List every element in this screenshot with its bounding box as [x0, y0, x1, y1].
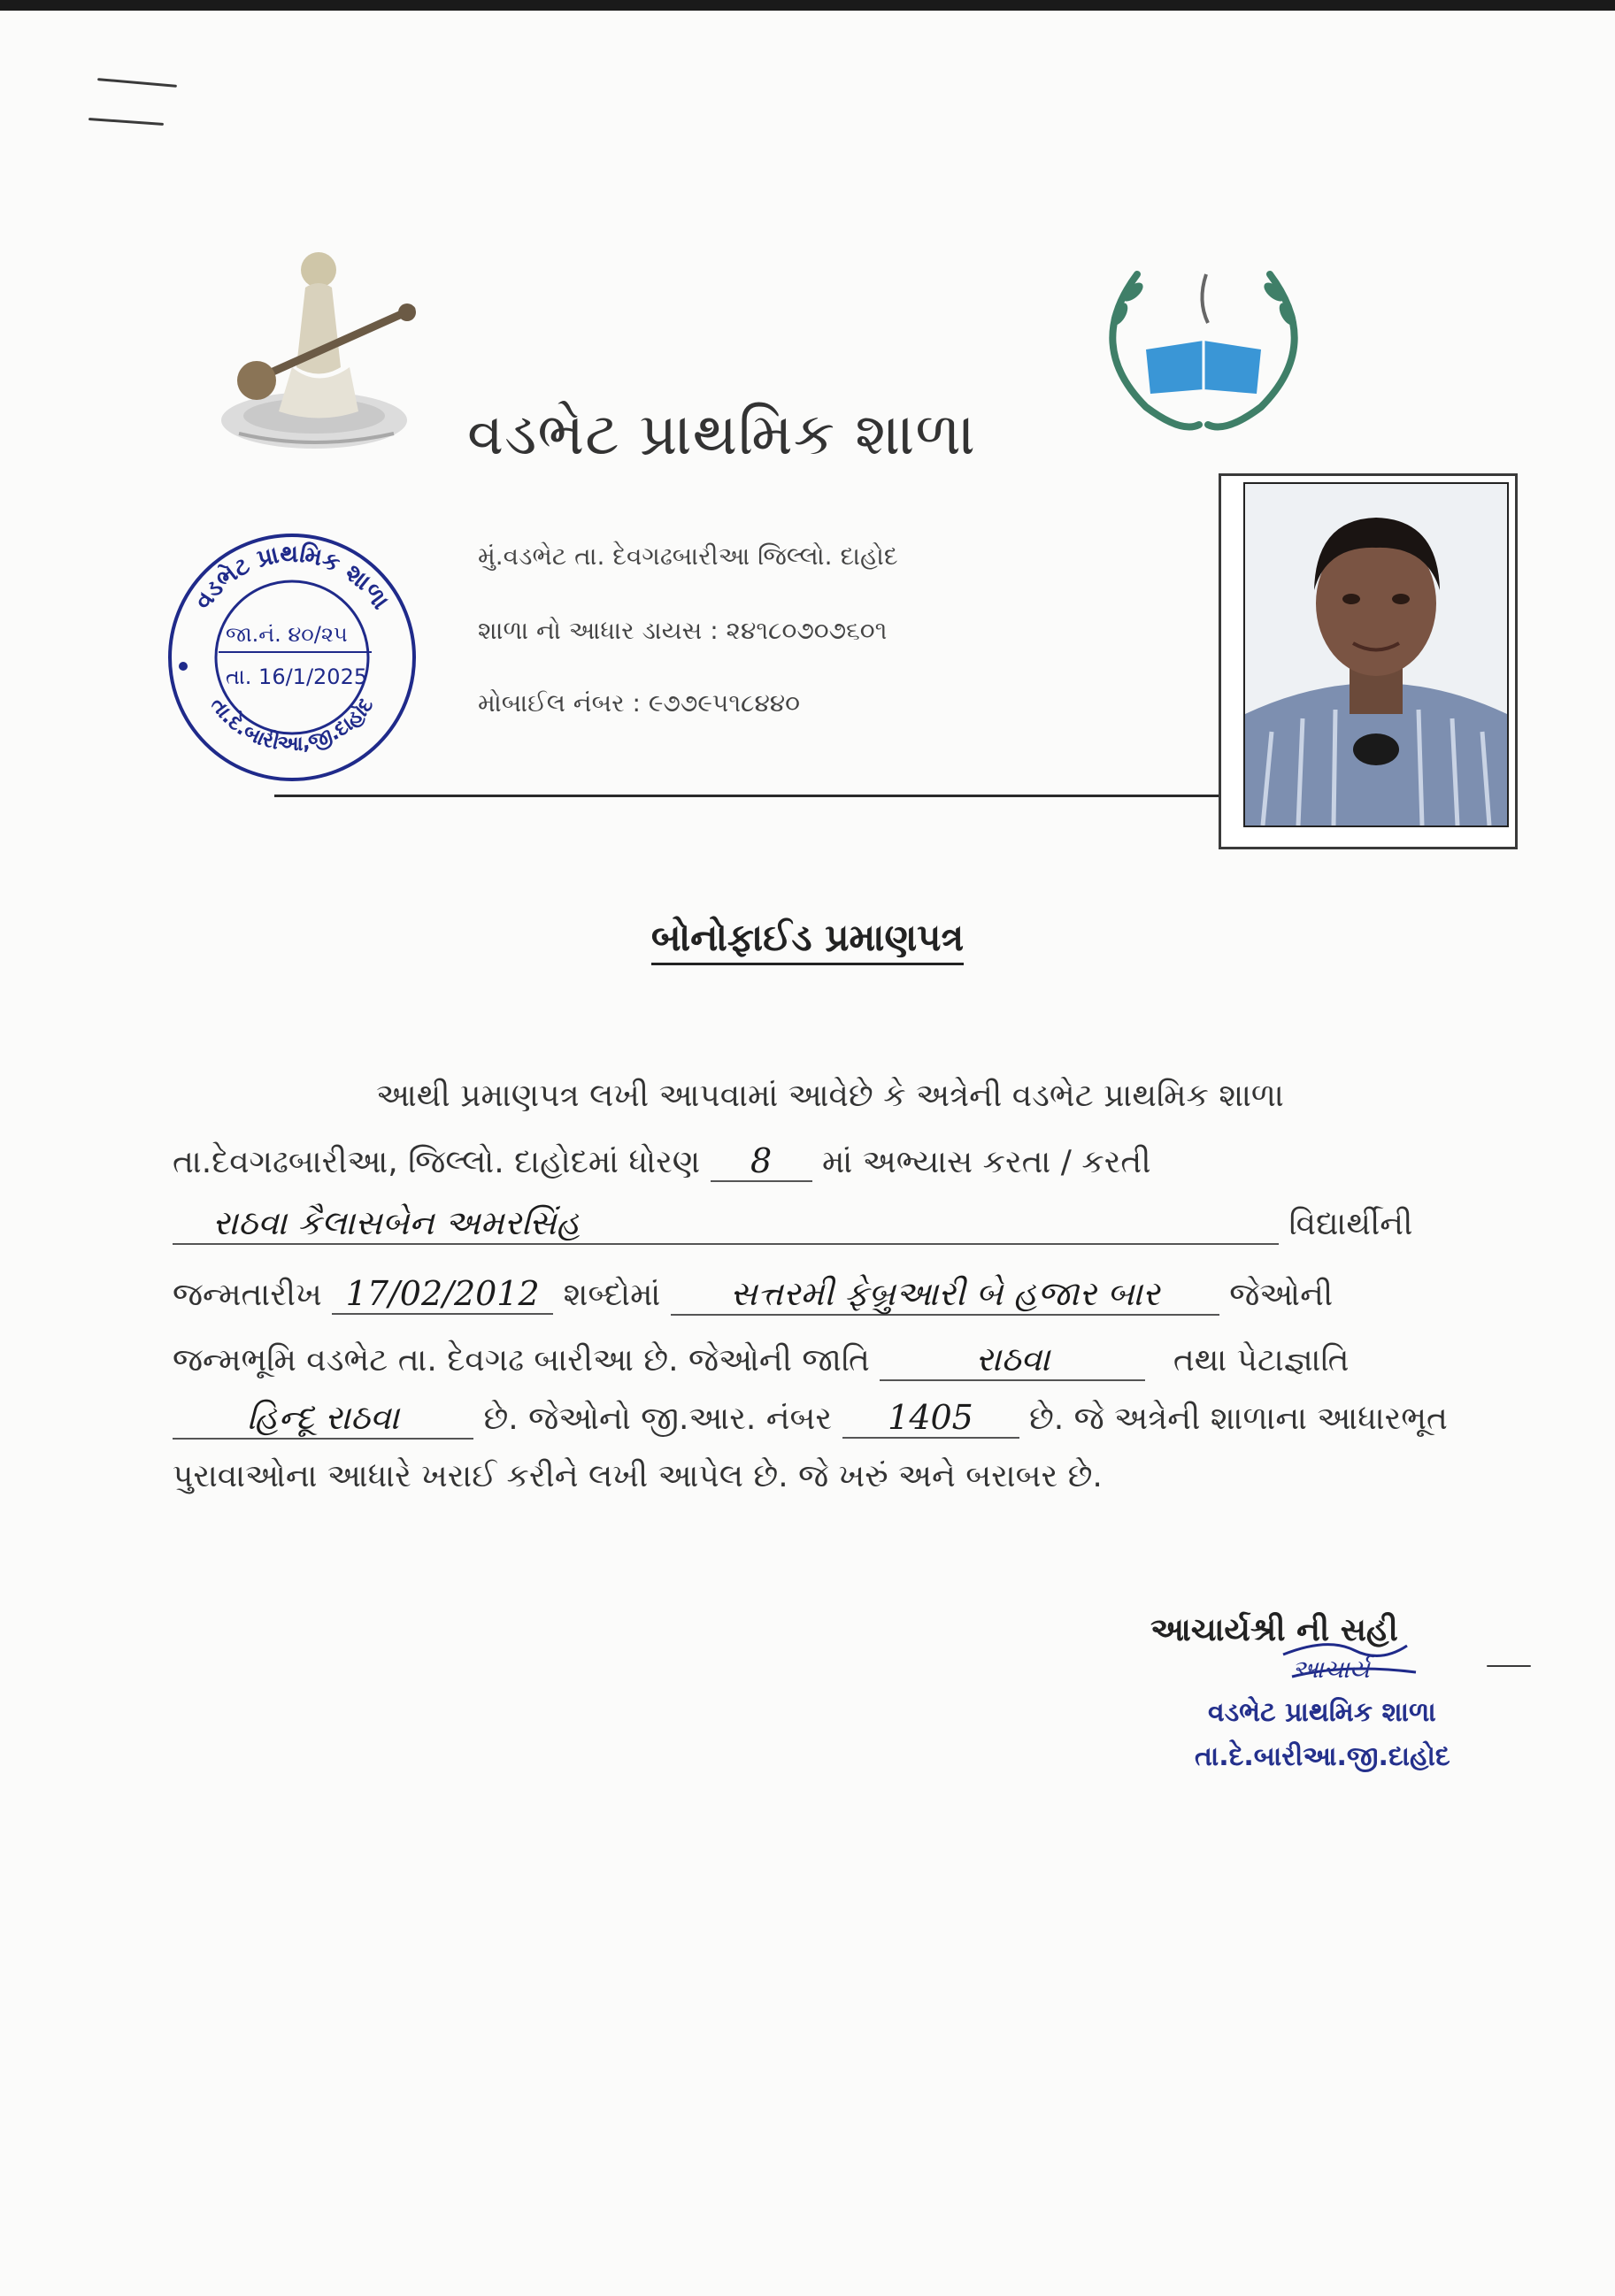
body-text-4a: જન્મતારીખ: [173, 1277, 322, 1313]
body-line-7: [173, 1458, 1103, 1495]
body-line-3: [173, 1203, 1412, 1245]
body-text-2a: તા.દેવગઢબારીઆ, જિલ્લો. દાહોદમાં ધોરણ: [173, 1144, 701, 1180]
school-dise-code: શાળા નો આધાર ડાયસ : ૨૪૧૮૦૭૦૭૬૦૧: [478, 616, 888, 645]
book-leaf-logo-icon: [1084, 248, 1323, 442]
birth-date-field: 17/02/2012: [332, 1274, 553, 1315]
stamp-bottom-text: તા.દે.બારીઆ,જી.દાહોદ: [205, 693, 379, 756]
body-line-5: [173, 1340, 1350, 1381]
body-text-7: પુરાવાઓના આધારે ખરાઈ કરીને લખી આપેલ છે. જે ખરું અને બરાબર છે.: [173, 1458, 1103, 1494]
principal-signature-label: આચાર્યશ્રી ની સહી: [1150, 1612, 1398, 1648]
body-text-6a: છે. જેઓનો જી.આર. નંબર: [483, 1401, 833, 1437]
certificate-title: [0, 916, 1615, 960]
signature-title-handwritten: આચાર્ય: [1292, 1655, 1370, 1684]
body-text-6b: છે. જે અત્રેની શાળાના આધારભૂત: [1028, 1401, 1448, 1437]
body-line-1: [376, 1078, 1284, 1115]
gr-number-field: 1405: [842, 1398, 1019, 1439]
svg-text:વડભેટ પ્રાથમિક શાળા: [189, 541, 395, 615]
school-round-stamp: [164, 526, 420, 783]
body-text-1: આથી પ્રમાણપત્ર લખી આપવામાં આવેછે કે અત્રેની વડભેટ પ્રાથમિક શાળા: [376, 1078, 1284, 1114]
school-address: મું.વડભેટ તા. દેવગઢબારીઆ જિલ્લો. દાહોદ: [478, 541, 898, 571]
standard-field: 8: [711, 1141, 812, 1182]
pen-mark-1: [97, 78, 177, 88]
student-photo: [1243, 482, 1509, 827]
scan-top-edge: [0, 0, 1615, 11]
header-divider: [274, 795, 1221, 797]
saraswati-logo-icon: [208, 234, 456, 456]
pen-mark-2: [88, 118, 164, 126]
signature-stamp-school: વડભેટ પ્રાથમિક શાળા: [1208, 1697, 1436, 1728]
birth-date-words-field: સત્તરમી ફેબ્રુઆરી બે હજાર બાર: [671, 1274, 1219, 1316]
body-text-2b: માં અભ્યાસ કરતા / કરતી: [822, 1144, 1151, 1180]
signature-stamp-address: તા.દે.બારીઆ.જી.દાહોદ: [1195, 1741, 1450, 1772]
body-line-4: [173, 1274, 1333, 1316]
body-text-5a: જન્મભૂમિ વડભેટ તા. દેવગઢ બારીઆ છે. જેઓની જાતિ: [173, 1342, 870, 1378]
pen-mark-3: [1487, 1665, 1531, 1667]
school-mobile: મોબાઈલ નંબર : ૯૭૭૯૫૧૮૪૪૦: [478, 688, 801, 718]
stamp-top-text: વડભેટ પ્રાથમિક શાળા: [189, 540, 395, 615]
body-text-5b: તથા પેટાજ્ઞાતિ: [1173, 1342, 1350, 1378]
body-text-3b: વિદ્યાર્થીની: [1288, 1206, 1413, 1242]
student-name-field: રાઠવા કૈલાસબેન અમરસિંહ: [173, 1203, 1279, 1245]
certificate-title-text: બોનોફાઈડ પ્રમાણપત્ર: [651, 916, 964, 965]
school-name: વડભેટ પ્રાથમિક શાળા: [467, 400, 976, 468]
stamp-date: તા. 16/1/2025: [226, 664, 368, 689]
caste-field: રાઠવા: [880, 1340, 1145, 1381]
body-line-2: [173, 1141, 1151, 1182]
body-line-6: [173, 1398, 1448, 1440]
sub-caste-field: હિન્દૂ રાઠવા: [173, 1398, 473, 1440]
body-text-4b: શબ્દોમાં: [563, 1277, 661, 1313]
body-text-4c: જેઓની: [1229, 1277, 1334, 1313]
stamp-inward-number: જા.નં. ૪૦/૨૫: [226, 622, 348, 647]
